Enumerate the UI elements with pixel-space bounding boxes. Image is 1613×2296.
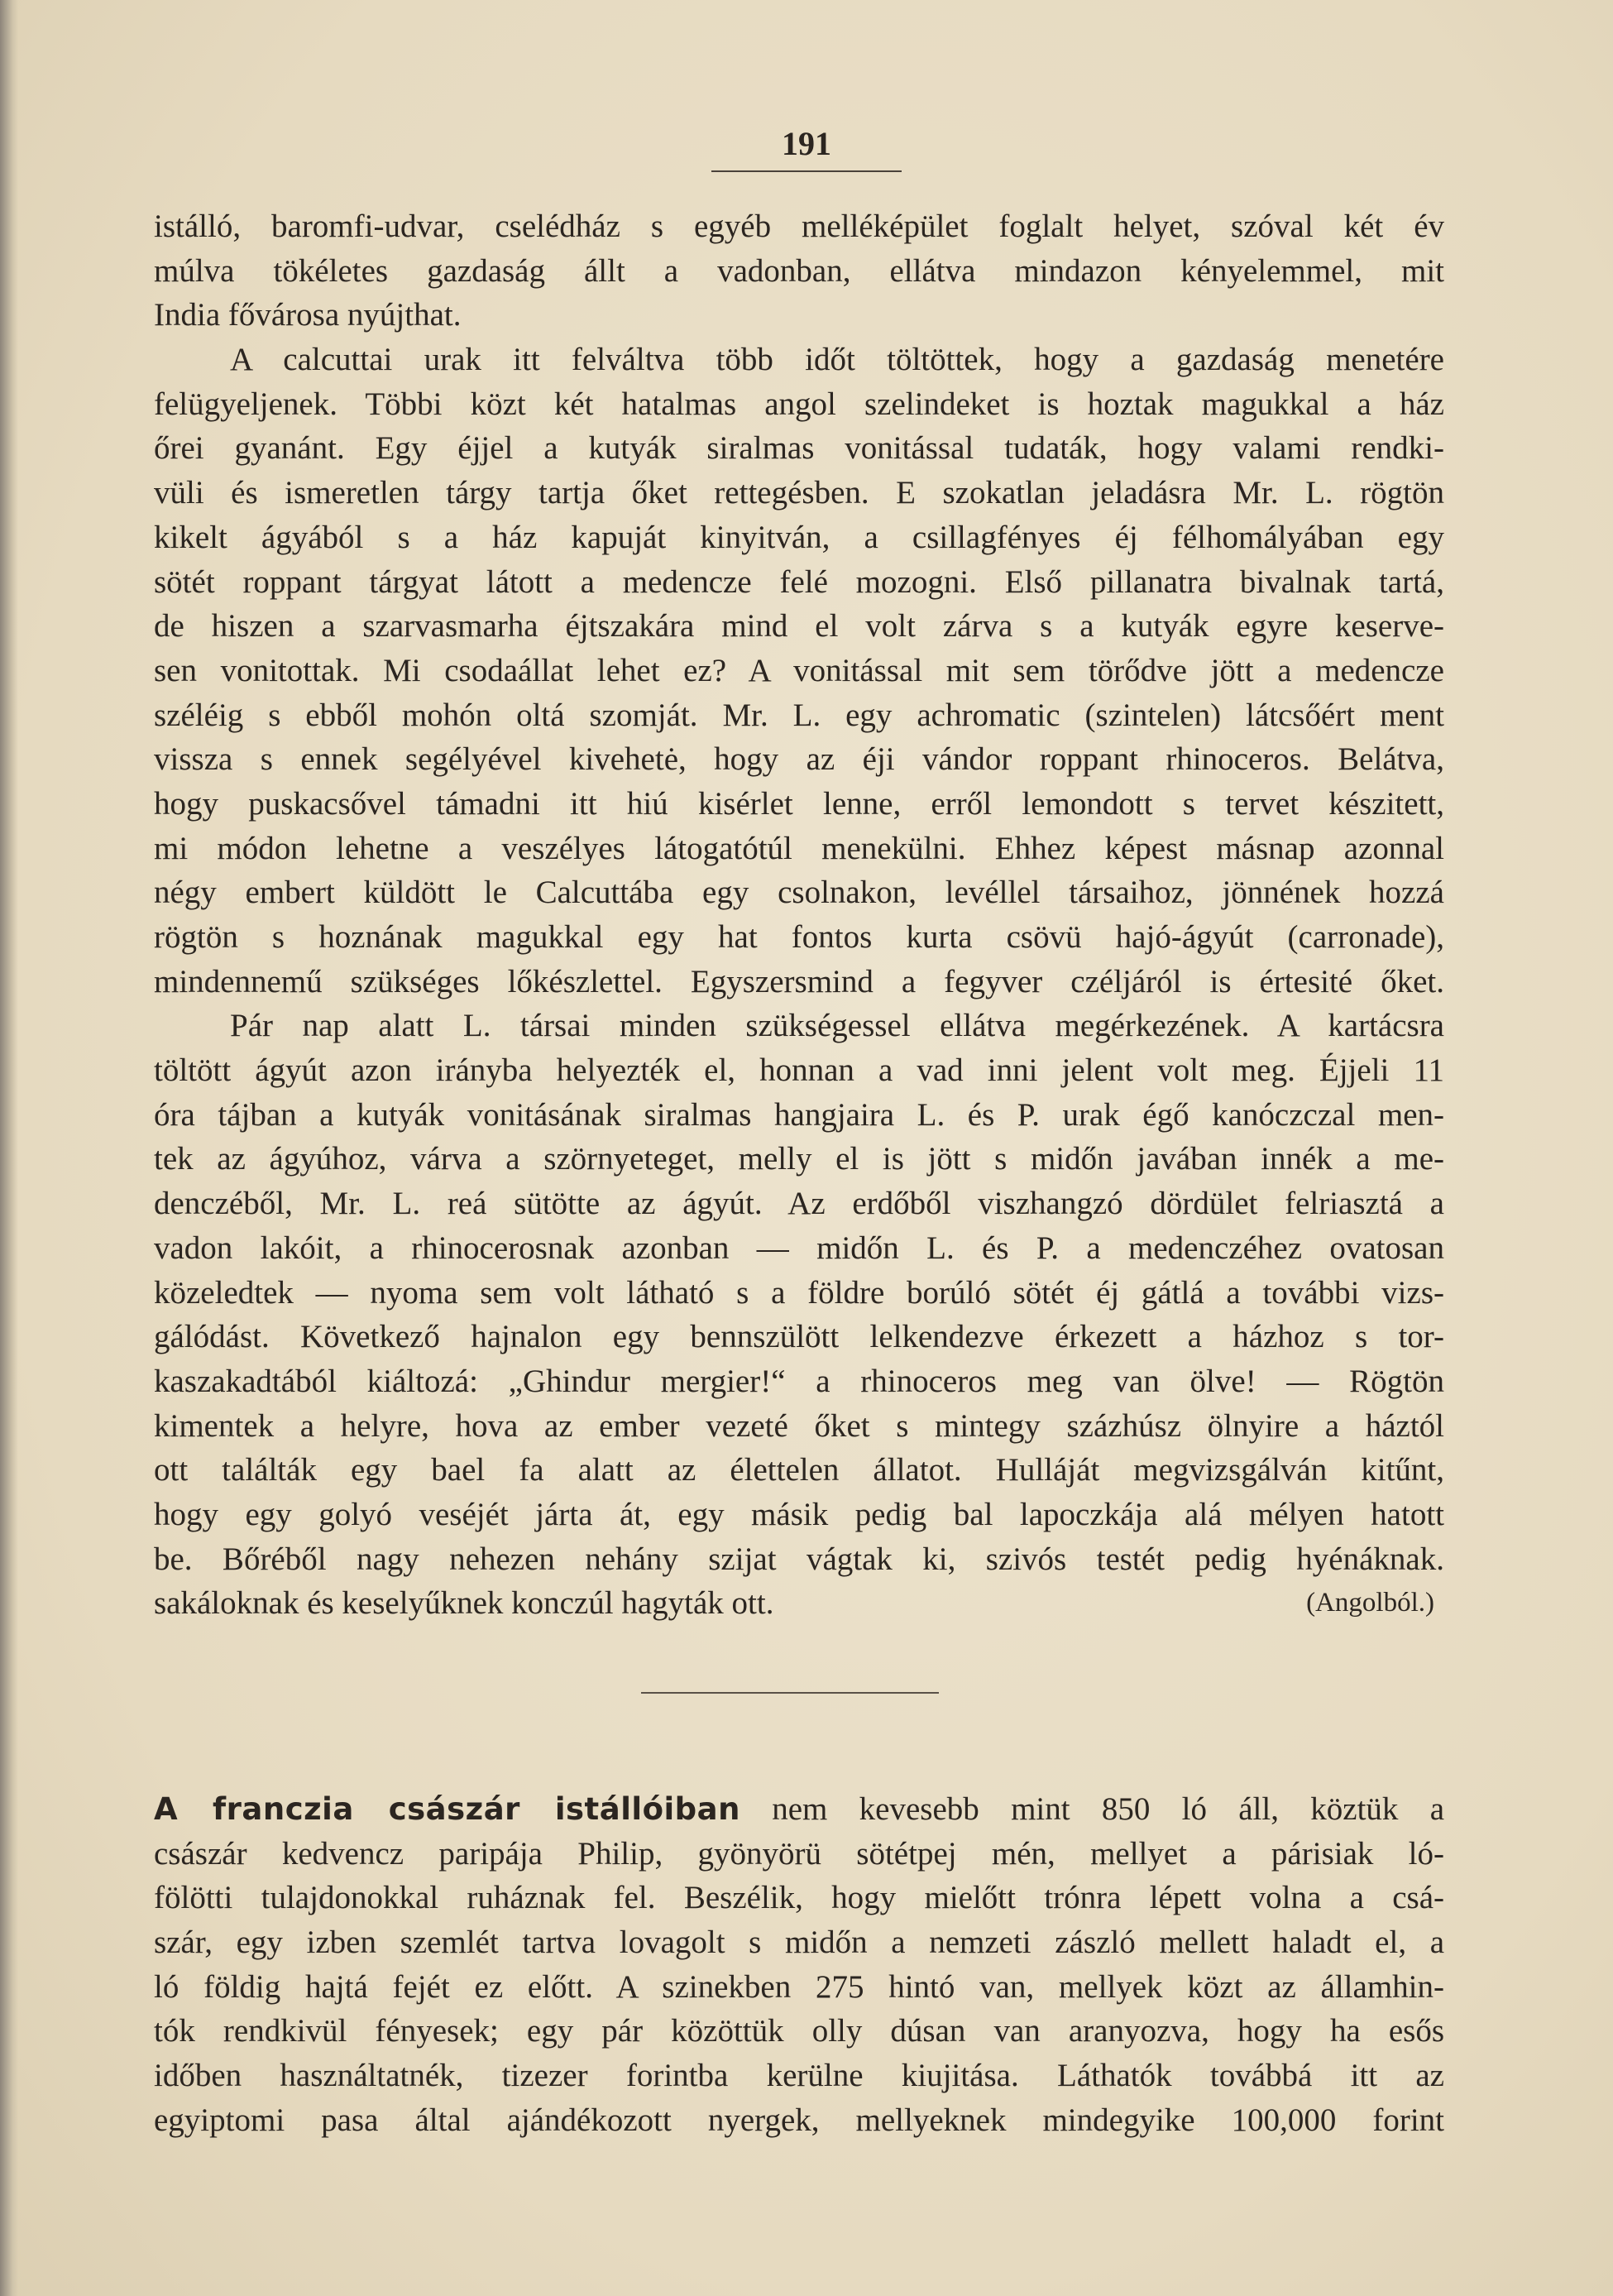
text-line: vadon lakóit, a rhinocerosnak azonban — midőn L. és P. a medenczéhez ovatosan	[154, 1229, 1444, 1266]
text-line: fölötti tulajdonokkal ruháznak fel. Beszélik, hogy mielőtt trónra lépett volna a csá-	[154, 1880, 1444, 1916]
lead-line-rest: nem kevesebb mint 850 ló áll, köztük a	[772, 1791, 1444, 1827]
text-line: istálló, baromfi-udvar, cselédház s egyéb melléképület foglalt helyet, szóval két év	[154, 209, 1444, 244]
text-line: ló földig hajtá fejét ez előtt. A szinekben 275 hintó van, mellyek közt az államhin-	[154, 1968, 1444, 2005]
imperial-stables-story	[154, 1787, 1444, 2143]
article-lead-heading: A franczia császár istállóiban	[154, 1791, 740, 1827]
text-line	[154, 1787, 1444, 1832]
text-line: múlva tökéletes gazdaság állt a vadonban, ellátva mindazon kényelemmel, mit	[154, 252, 1444, 289]
text-line: kimentek a helyre, hova az ember vezeté őket s mintegy százhúsz ölnyire a háztól	[154, 1407, 1444, 1444]
text-line: Pár nap alatt L. társai minden szükségessel ellátva megérkezének. A kartácsra	[230, 1008, 1444, 1044]
text-line: sötét roppant tárgyat látott a medencze felé mozogni. Első pillanatra bivalnak tartá,	[154, 563, 1444, 600]
page-edge-shadow	[0, 0, 18, 2296]
text-line: mi módon lehetne a veszélyes látogatótúl menekülni. Ehhez képest másnap azonnal	[154, 830, 1444, 866]
text-line: vüli és ismeretlen tárgy tartja őket rettegésben. E szokatlan jeladásra Mr. L. rögtön	[154, 475, 1444, 511]
text-line: felügyeljenek. Többi közt két hatalmas angol szelindeket is hoztak magukkal a ház	[154, 386, 1444, 422]
section-divider	[641, 1692, 939, 1694]
page-number-rule	[711, 170, 902, 172]
text-line: szár, egy izben szemlét tartva lovagolt s midőn a nemzeti zászló mellett haladt el, a	[154, 1925, 1444, 1961]
text-line: kaszakadtából kiáltozá: „Ghindur mergier!“ a rhinoceros meg van ölve! — Rögtön	[154, 1363, 1444, 1399]
text-line: császár kedvencz paripája Philip, gyönyörü sötétpej mén, mellyet a párisiak ló-	[154, 1835, 1444, 1872]
text-line: vissza s ennek segélyével kivehetė, hogy az éji vándor roppant rhinoceros. Belátva,	[154, 741, 1444, 778]
rhinoceros-story	[154, 204, 1444, 1626]
text-line: egyiptomi pasa által ajándékozott nyergek, mellyeknek mindegyike 100,000 forint	[154, 2102, 1444, 2138]
text-line: rögtön s hoznának magukkal egy hat fontos kurta csövü hajó-ágyút (carronade),	[154, 919, 1444, 955]
text-line: tók rendkivül fényesek; egy pár közöttük olly dúsan van aranyozva, hogy ha esős	[154, 2013, 1444, 2049]
text-line: India fővárosa nyújthat.	[154, 297, 462, 333]
text-line: be. Bőréből nagy nehezen nehány szijat vágtak ki, szivós testét pedig hyénáknak.	[154, 1541, 1444, 1577]
text-line: kikelt ágyából s a ház kapuját kinyitván, a csillagfényes éj félhomályában egy	[154, 519, 1444, 555]
text-line: denczéből, Mr. L. reá sütötte az ágyút. Az erdőből viszhangzó dördület felriasztá a	[154, 1186, 1444, 1222]
text-line: közeledtek — nyoma sem volt látható s a földre borúló sötét éj gátlá a további vizs-	[154, 1274, 1444, 1311]
text-line: A calcuttai urak itt felváltva több időt töltöttek, hogy a gazdaság menetére	[230, 342, 1444, 378]
text-line: hogy puskacsővel támadni itt hiú kisérlet lenne, erről lemondott s tervet készitett,	[154, 785, 1444, 822]
text-line: széléig s ebből mohón oltá szomját. Mr. L. egy achromatic (szintelen) látcsőért ment	[154, 697, 1444, 733]
text-line: sen vonitottak. Mi csodaállat lehet ez? A vonitással mit sem törődve jött a medencze	[154, 652, 1444, 688]
text-line: őrei gyanánt. Egy éjjel a kutyák siralmas vonitással tudaták, hogy valami rendki-	[154, 430, 1444, 467]
text-line: töltött ágyút azon irányba helyezték el, honnan a vad inni jelent volt meg. Éjjeli 11	[154, 1052, 1444, 1089]
page-number: 191	[782, 125, 831, 162]
text-line: négy embert küldött le Calcuttába egy csolnakon, levéllel társaihoz, jönnének hozzá	[154, 875, 1444, 911]
text-line: hogy egy golyó veséjét járta át, egy másik pedig bal lapoczkája alá mélyen hatott	[154, 1496, 1444, 1532]
text-line: időben használtatnék, tizezer forintba kerülne kiujitása. Láthatók továbbá itt az	[154, 2058, 1444, 2094]
text-line: óra tájban a kutyák vonitásának siralmas hangjaira L. és P. urak égő kanóczczal men-	[154, 1096, 1444, 1133]
text-line-final	[154, 1581, 1444, 1626]
text-line: tek az ágyúhoz, várva a szörnyeteget, melly el is jött s midőn javában innék a me-	[154, 1141, 1444, 1177]
source-attribution: (Angolból.)	[1306, 1588, 1434, 1618]
text-line: gálódást. Következő hajnalon egy bennszülött lelkendezve érkezett a házhoz s tor-	[154, 1319, 1444, 1355]
text-line: de hiszen a szarvasmarha éjtszakára mind el volt zárva s a kutyák egyre keserve-	[154, 608, 1444, 645]
text-line: mindennemű szükséges lőkészlettel. Egyszersmind a fegyver czéljáról is értesité őket.	[154, 963, 1444, 999]
final-line-text: sakáloknak és keselyűknek konczúl hagyták ott.	[154, 1585, 774, 1622]
text-line: ott találták egy bael fa alatt az élettelen állatot. Hulláját megvizsgálván kitűnt,	[154, 1452, 1444, 1488]
